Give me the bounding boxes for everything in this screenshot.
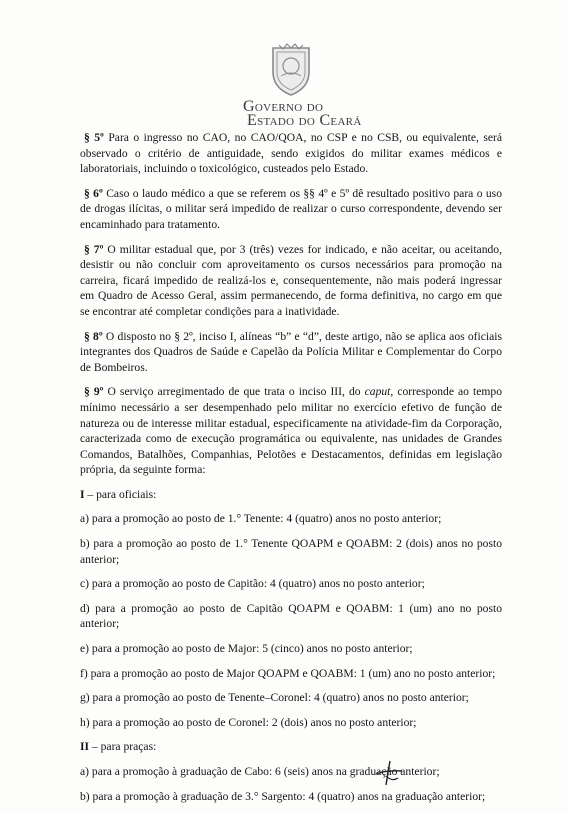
government-title-line2: Estado do Ceará bbox=[247, 112, 362, 129]
oficiais-item: a) para a promoção ao posto de 1.° Tenente: 4 (quatro) anos no posto anterior; bbox=[80, 512, 442, 526]
oficiais-item: f) para a promoção ao posto de Major QOAPM e QOABM: 1 (um) ano no posto anterior; bbox=[80, 666, 496, 680]
paragraph-text: O militar estadual que, por 3 (três) vezes for indicado, e não aceitar, ou aceitando, desistir ou não concluir com aproveitamento os cursos necessários para promoção na carreira, ficará impedido de realizá-los e, consequentemente, não mais poderá ingressar em Quadro de Acesso Geral, assim permanecendo, de forma definitiva, no cargo em que se encontrar até completar condições para a inatividade. bbox=[80, 242, 502, 318]
caput-term: caput bbox=[364, 385, 391, 399]
handwritten-initials bbox=[372, 758, 408, 788]
pracas-heading bbox=[80, 739, 502, 755]
paragraph-9 bbox=[80, 384, 502, 478]
paragraph-text: O disposto no § 2º, inciso I, alíneas “b” e “d”, deste artigo, não se aplica aos oficiais integrantes dos Quadros de Saúde e Capelão da Polícia Militar e Complementar do Corpo de Bombeiros. bbox=[80, 329, 502, 374]
paragraph-text: O serviço arregimentado de que trata o inciso III, do bbox=[103, 385, 365, 399]
paragraph-8 bbox=[80, 329, 502, 376]
pracas-item: a) para a promoção à graduação de Cabo: 6 (seis) anos na graduação anterior; bbox=[80, 765, 440, 778]
government-title-line1: Governo do bbox=[243, 98, 324, 115]
oficiais-item: h) para a promoção ao posto de Coronel: 2 (dois) anos no posto anterior; bbox=[80, 715, 417, 729]
section-mark: § 7º bbox=[84, 242, 104, 256]
heading-text: – para praças: bbox=[89, 740, 157, 754]
paragraph-text: Para o ingresso no CAO, no CAO/QOA, no CSP e no CSB, ou equivalente, será observado o critério de antiguidade, sendo exigidos do militar exames médicos e laboratoriais, incluindo o toxicológico, custeados pelo Estado. bbox=[80, 131, 502, 176]
pracas-item: b) para a promoção à graduação de 3.° Sargento: 4 (quatro) anos na graduação anterior; bbox=[80, 789, 486, 803]
oficiais-item: c) para a promoção ao posto de Capitão: 4 (quatro) anos no posto anterior; bbox=[80, 577, 425, 591]
section-mark: § 5º bbox=[84, 131, 104, 144]
heading-text: – para oficiais: bbox=[84, 487, 157, 501]
section-mark: § 9º bbox=[84, 385, 104, 399]
section-mark: § 8º bbox=[84, 329, 103, 343]
paragraph-7 bbox=[80, 242, 502, 320]
oficiais-item: g) para a promoção ao posto de Tenente–Coronel: 4 (quatro) anos no posto anterior; bbox=[80, 691, 469, 705]
oficiais-item: b) para a promoção ao posto de 1.° Tenente QOAPM e QOABM: 2 (dois) anos no posto anterior; bbox=[80, 537, 502, 566]
roman-numeral: II bbox=[80, 740, 90, 754]
oficiais-item: e) para a promoção ao posto de Major: 5 (cinco) anos no posto anterior; bbox=[80, 642, 413, 656]
paragraph-6 bbox=[80, 186, 502, 233]
paragraph-text: , corresponde ao tempo mínimo necessário a ser desempenhado pelo militar no exercício efetivo de função de natureza ou de interesse militar estadual, especificamente na atividade-fim da Corporação, caracterizada como de execução programática ou equivalente, nas unidades de Grandes Comandos, Batalhões, Companhias, Pelotões e Destacamentos, definidas em legislação própria, da seguinte forma: bbox=[80, 385, 503, 477]
oficiais-heading bbox=[80, 487, 502, 503]
state-seal-icon bbox=[267, 42, 315, 98]
roman-numeral: I bbox=[80, 487, 85, 501]
paragraph-text: Caso o laudo médico a que se referem os §§ 4º e 5º dê resultado positivo para o uso de drogas ilícitas, o militar será impedido de realizar o curso correspondente, devendo ser encaminhado para tratamento. bbox=[80, 186, 502, 231]
oficiais-item: d) para a promoção ao posto de Capitão QOAPM e QOABM: 1 (um) ano no posto anterior; bbox=[80, 601, 502, 631]
section-mark: § 6º bbox=[84, 186, 103, 200]
letterhead bbox=[0, 0, 567, 128]
paragraph-5 bbox=[80, 130, 502, 177]
document-body bbox=[80, 130, 502, 813]
